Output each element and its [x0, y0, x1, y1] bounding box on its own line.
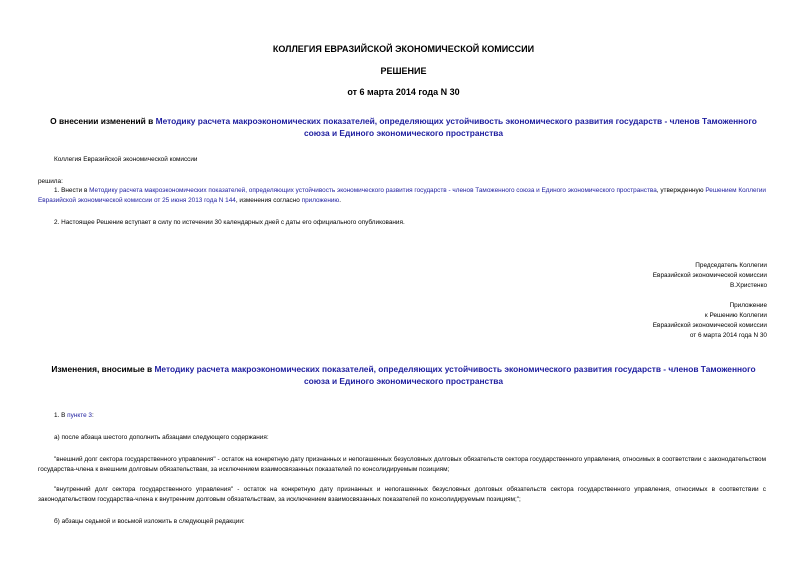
p1-text-c: , изменения согласно: [235, 197, 302, 204]
page-title: [40, 115, 767, 139]
methodology-link[interactable]: Методику расчета макроэкономических показателей, определяющих устойчивость экономического развития государств - членов Таможенного союза и Единого экономического пространства: [89, 187, 657, 194]
external-debt-definition: "внешний долг сектора государственного управления" - остаток на конкретную дату признанных и непогашенных безусловных долговых обязательств сектора государственного управления, относимых в соответствии с законодательством государства-члена к внешним долговым обязательствам, за исключением взаимосвязанных показателей по консолидируемым позициям;: [38, 456, 766, 473]
changes-title-prefix: Изменения, вносимые в: [51, 364, 155, 374]
item-a: а) после абзаца шестого дополнить абзацами следующего содержания:: [54, 434, 269, 441]
decision-link[interactable]: Решением Коллегии Евразийской экономической комиссии от 25 июня 2013 года N 144: [38, 187, 766, 204]
decided-text: решила:: [38, 178, 63, 185]
item-b: б) абзацы седьмой и восьмой изложить в следующей редакции:: [54, 518, 245, 525]
signature-name: В.Христенко: [730, 282, 767, 289]
title-link[interactable]: Методику расчета макроэкономических показателей, определяющих устойчивость экономического развития государств - членов Таможенного союза и Единого экономического пространства: [155, 116, 757, 138]
title-prefix: О внесении изменений в: [50, 116, 156, 126]
item1-text-b: :: [91, 412, 94, 419]
intro-text: Коллегия Евразийской экономической комиссии: [54, 156, 198, 163]
doc-type-heading: РЕШЕНИЕ: [380, 66, 427, 76]
p1-text-a: 1. Внести в: [54, 187, 90, 194]
paragraph-2: 2. Настоящее Решение вступает в силу по истечении 30 календарных дней с даты его официального опубликования.: [54, 219, 405, 226]
signature-line-1: Председатель Коллегии: [695, 262, 767, 269]
changes-title: [40, 363, 767, 387]
p1-text-d: .: [339, 197, 341, 204]
item-1: [54, 411, 94, 421]
paragraph-1: [38, 186, 766, 206]
org-heading: КОЛЛЕГИЯ ЕВРАЗИЙСКОЙ ЭКОНОМИЧЕСКОЙ КОМИССИИ: [272, 44, 535, 54]
clause-3-link[interactable]: пункте 3: [67, 412, 92, 419]
signature-block: [467, 261, 767, 291]
item1-text-a: 1. В: [54, 412, 68, 419]
appendix-line-1: Приложение: [729, 302, 767, 309]
appendix-link[interactable]: приложению: [301, 197, 340, 204]
appendix-line-4: от 6 марта 2014 года N 30: [689, 332, 767, 339]
internal-debt-definition: "внутренний долг сектора государственного управления" - остаток на конкретную дату признанных и непогашенных безусловных долговых обязательств сектора государственного управления, относимых в соответствии с законодательством государства-члена к внутренним долговым обязательствам, за исключением взаимосвязанных показателей по консолидируемым позициям;";: [38, 486, 766, 503]
appendix-reference: [467, 301, 767, 341]
appendix-line-3: Евразийской экономической комиссии: [652, 322, 767, 329]
changes-title-link[interactable]: Методику расчета макроэкономических показателей, определяющих устойчивость экономического развития государств - членов Таможенного союза и Единого экономического пространства: [154, 364, 756, 386]
p1-text-b: , утвержденную: [656, 187, 706, 194]
date-heading: от 6 марта 2014 года N 30: [347, 87, 460, 97]
signature-line-2: Евразийской экономической комиссии: [652, 272, 767, 279]
appendix-line-2: к Решению Коллегии: [704, 312, 767, 319]
